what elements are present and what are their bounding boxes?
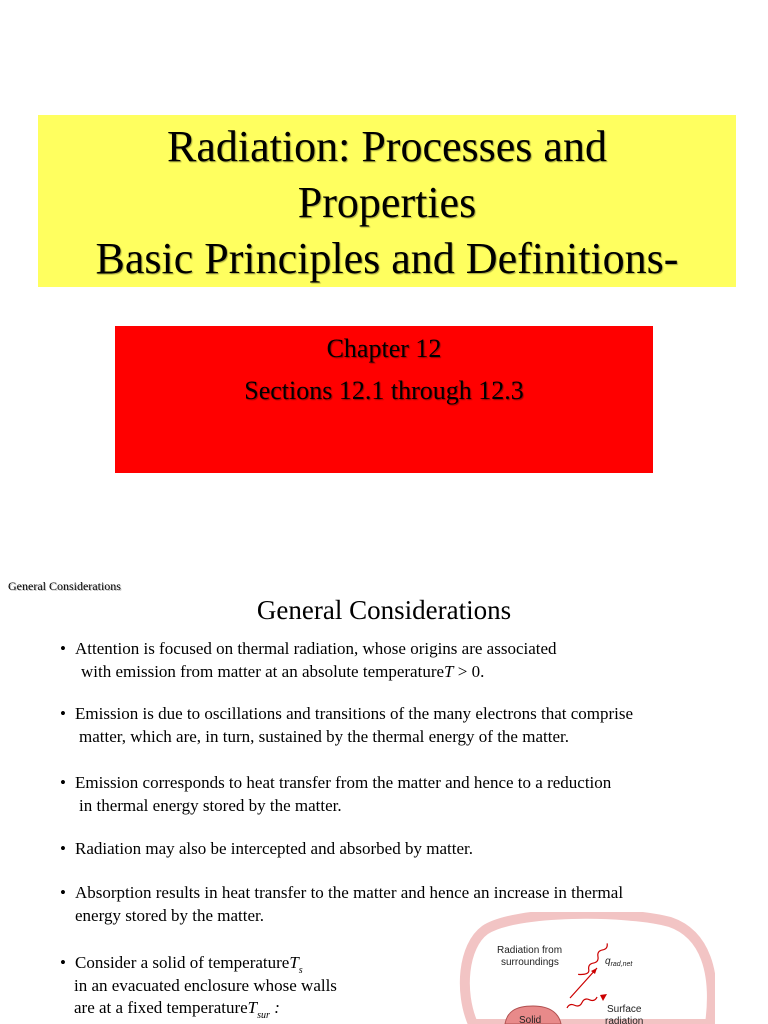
- bullet-1-line-1: Attention is focused on thermal radiation, whose origins are associated: [75, 639, 557, 658]
- bullet-4-line-1: Radiation may also be intercepted and absorbed by matter.: [75, 839, 473, 858]
- diagram-label-surface-1: Surface: [607, 1004, 642, 1015]
- bullet-dot: •: [60, 704, 66, 723]
- title-line-3: Basic Principles and Definitions-: [95, 234, 679, 283]
- bullet-1-line-2: with emission from matter at an absolute temperatureT > 0.: [81, 661, 485, 681]
- bullet-5-line-2: energy stored by the matter.: [75, 905, 264, 925]
- chapter-sections: Sections 12.1 through 12.3: [244, 376, 524, 405]
- diagram-label-surroundings-1: Radiation from: [497, 945, 563, 956]
- bullet-dot: •: [60, 639, 66, 658]
- bullet-3-line-2: in thermal energy stored by the matter.: [79, 795, 342, 815]
- title-box: [38, 115, 736, 287]
- net-flux-arrow: [570, 968, 597, 998]
- chapter-number: Chapter 12: [326, 334, 442, 363]
- bullet-2-line-1: Emission is due to oscillations and transitions of the many electrons that comprise: [75, 704, 634, 723]
- slide-heading: General Considerations: [256, 595, 512, 625]
- bullet-6-line-1: Consider a solid of temperatureT$_s$: [75, 953, 303, 976]
- enclosure-diagram: [455, 912, 715, 1024]
- bullet-2-line-2: matter, which are, in turn, sustained by the thermal energy of the matter.: [79, 726, 569, 746]
- diagram-label-surroundings-2: surroundings: [501, 957, 559, 968]
- diagram-label-q: $q_{rad,net}$: [605, 956, 633, 968]
- bullet-6-line-2: in an evacuated enclosure whose walls: [74, 975, 337, 995]
- diagram-label-solid: Solid: [519, 1015, 542, 1024]
- bullet-3-line-1: Emission corresponds to heat transfer from the matter and hence to a reduction: [75, 773, 612, 792]
- bullet-dot: •: [60, 839, 66, 858]
- diagram-label-surface-2: radiation: [605, 1016, 644, 1024]
- title-line-1: Radiation: Processes and: [167, 122, 607, 171]
- bullet-dot: •: [60, 773, 66, 792]
- bullet-dot: •: [60, 953, 66, 972]
- bullet-dot: •: [60, 883, 66, 902]
- surface-radiation-arrowhead: [600, 994, 607, 1001]
- bullet-5-line-1: Absorption results in heat transfer to the matter and hence an increase in thermal: [75, 883, 624, 902]
- bullet-6-line-3: are at a fixed temperatureT$_{sur}$ :: [74, 998, 280, 1021]
- title-line-2: Properties: [297, 178, 477, 227]
- chapter-box: [115, 326, 653, 473]
- slide-label: General Considerations: [8, 579, 121, 593]
